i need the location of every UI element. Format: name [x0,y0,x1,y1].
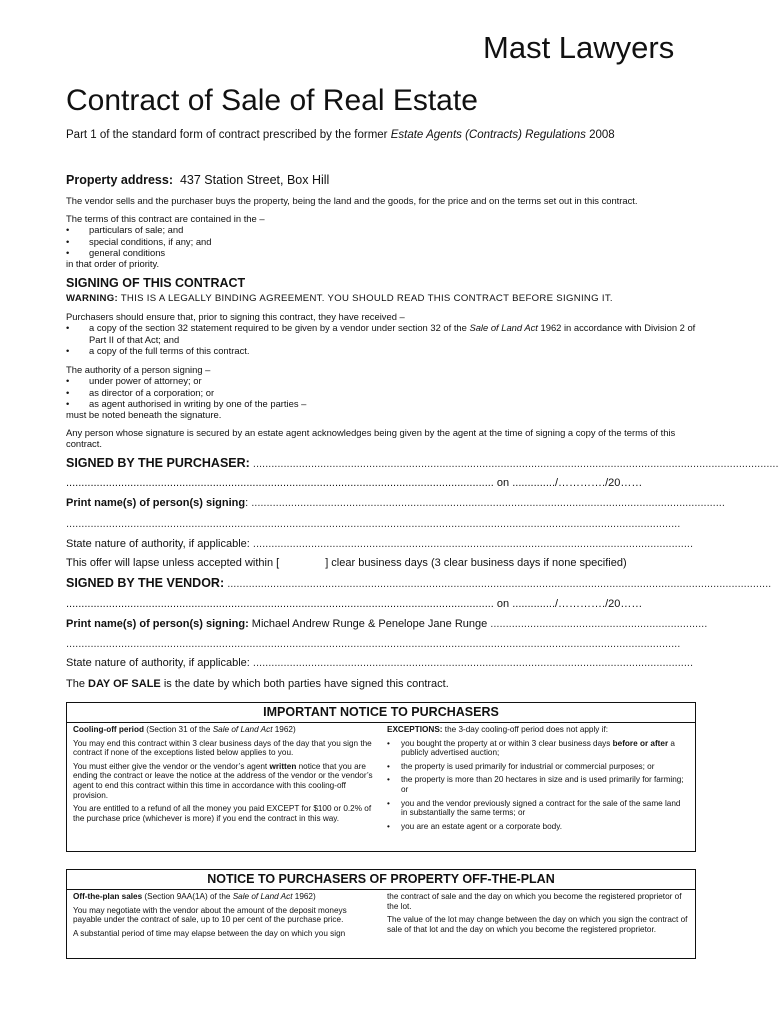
day-of-sale: The DAY OF SALE is the date by which both parties have signed this contract. [66,678,449,690]
off-the-plan-left: Off-the-plan sales (Section 9AA(1A) of the Sale of Land Act 1962) You may negotiate with the vendor about the amount of the deposit moneys payable under the contract of sale, up to 10 per cent of the purchase price. A substantial period of time may elapse between the day on which you sign [73,892,347,938]
purchasers-note: Purchasers should ensure that, prior to signing this contract, they have received – • a copy of the section 32 statement required to be given by a vendor under section 32 of the Sale of Land Act 1962 in accordance with Division 2 of Part II of that Act; and • a copy of the full terms of this contract. [66,311,696,356]
terms-list: The terms of this contract are contained in the – • particulars of sale; and • special conditions, if any; and • general conditions in that order of priority. [66,213,696,269]
purchaser-signature-label: SIGNED BY THE PURCHASER: ............................................................................................................................................................................ [66,456,779,470]
purchaser-authority[interactable]: State nature of authority, if applicable: ................................................................................................................................................ [66,538,694,550]
exceptions-column: EXCEPTIONS: the 3-day cooling-off period does not apply if: • you bought the property at or within 3 clear business days before or after a publicly advertised auction; • the property is used primarily for industrial or commercial purposes; or • the property is more than 20 hectares in size and is used primarily for farming; or • you and the vendor previously signed a contract for the sale of the same land in substantially the same terms; or • you are an estate agent or a corporate body. [387,725,689,835]
authority-note: The authority of a person signing – • under power of attorney; or • as director of a corporation; or • as agent authorised in writing by one of the parties – must be noted beneath the signature. [66,364,696,420]
intro-text: The vendor sells and the purchaser buys the property, being the land and the goods, for the price and on the terms set out in this contract. [66,195,638,206]
purchaser-print-name[interactable]: Print name(s) of person(s) signing: ........................................................................................................................................................... [66,497,725,509]
vendor-signature-label: SIGNED BY THE VENDOR: .................................................................................................................................................................................. [66,576,772,590]
purchaser-blank-line[interactable]: ......................................................................................................................................................................................................... [66,518,681,530]
subtitle: Part 1 of the standard form of contract prescribed by the former Estate Agents (Contracts) Regulations 2008 [66,129,615,141]
firm-logo: Mast Lawyers [483,30,675,65]
important-notice-box [66,702,696,852]
vendor-authority[interactable]: State nature of authority, if applicable: ................................................................................................................................................ [66,657,694,669]
warning-text: WARNING: THIS IS A LEGALLY BINDING AGREEMENT. YOU SHOULD READ THIS CONTRACT BEFORE SIGNING IT. [66,293,613,304]
page-title: Contract of Sale of Real Estate [66,84,478,117]
off-the-plan-heading: NOTICE TO PURCHASERS OF PROPERTY OFF-THE-PLAN [67,870,695,890]
agent-note: Any person whose signature is secured by an estate agent acknowledges being given by the agent at the time of signing a copy of the terms of this contract. [66,427,676,450]
property-address: Property address: 437 Station Street, Box Hill [66,173,330,187]
offer-lapse: This offer will lapse unless accepted within [ ] clear business days (3 clear business days if none specified) [66,557,627,569]
off-the-plan-right: the contract of sale and the day on which you become the registered proprietor of the lot. The value of the lot may change between the day on which you sign the contract of sale of that lot and the day on which you become the registered proprietor. [387,892,688,934]
vendor-blank-line[interactable]: ......................................................................................................................................................................................................... [66,638,681,650]
vendor-signature-line[interactable]: ............................................................................................................................................ on ............../…………./20…… [66,598,643,610]
cooling-off-column: Cooling-off period (Section 31 of the Sale of Land Act 1962) You may end this contract within 3 clear business days of the day that you sign the contract if none of the exceptions listed below applies to you. You must either give the vendor or the vendor’s agent written notice that you are ending the contract or leave the notice at the address of the vendor or the vendor’s agent to end this contract within this time in accordance with this cooling-off provision. You are entitled to a refund of all the money you paid EXCEPT for $100 or 0.2% of the purchase price (whichever is more) if you end the contract in this way. [73,725,373,823]
purchaser-signature-line[interactable]: ............................................................................................................................................ on ............../…………./20…… [66,477,643,489]
off-the-plan-box [66,869,696,959]
important-notice-heading: IMPORTANT NOTICE TO PURCHASERS [67,703,695,723]
signing-heading: SIGNING OF THIS CONTRACT [66,276,246,290]
vendor-print-name[interactable]: Print name(s) of person(s) signing: Michael Andrew Runge & Penelope Jane Runge ....................................................................... [66,618,708,630]
